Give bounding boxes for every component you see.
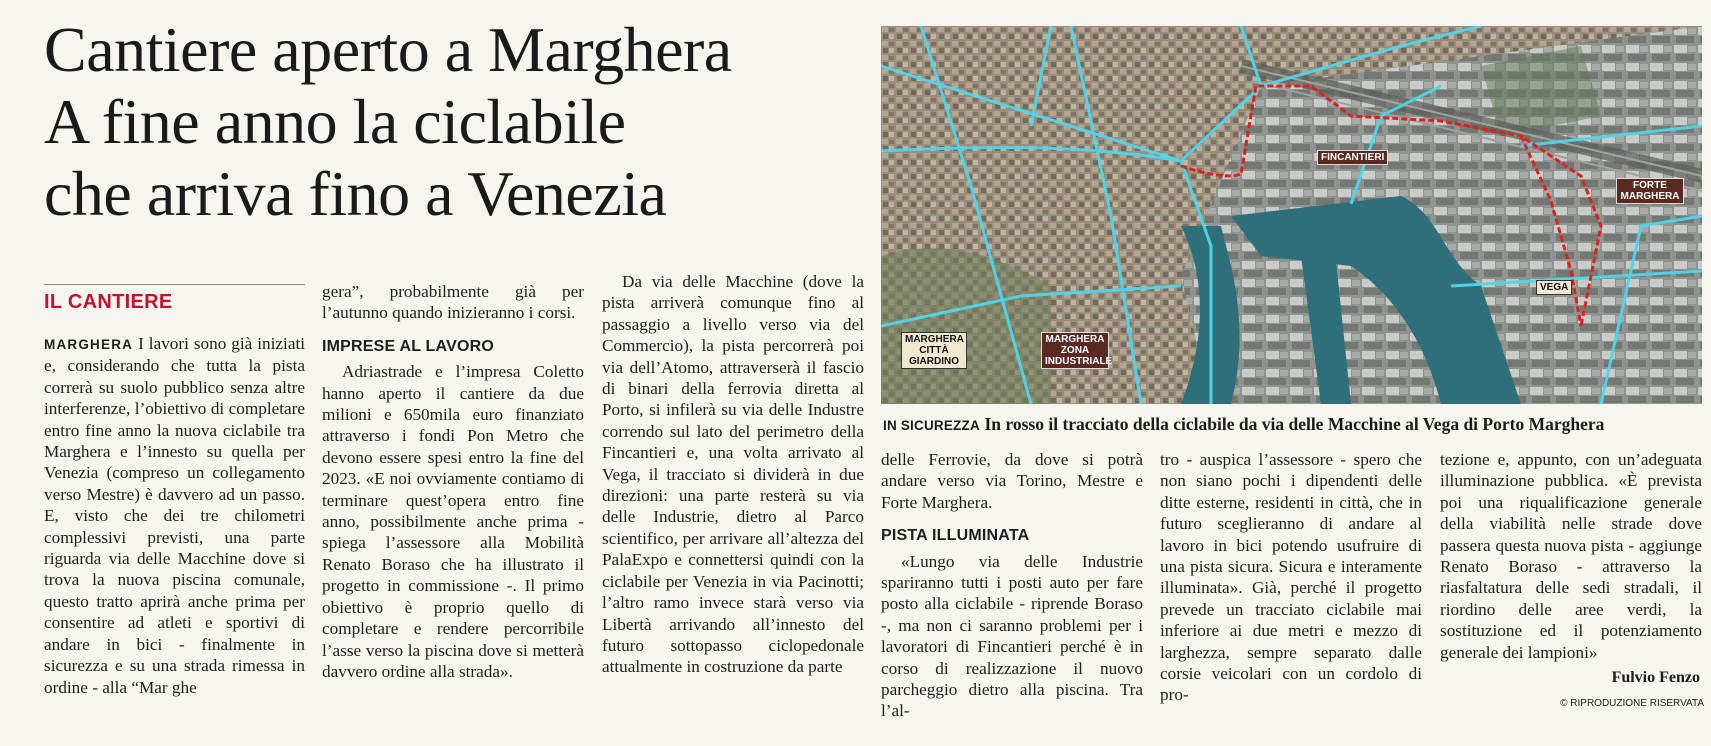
subhead-pista: PISTA ILLUMINATA [881,527,1030,545]
article-column-1 [44,333,305,698]
column-3-paragraph-1: Da via delle Macchine (dove la pista arriverà comunque fino al passaggio a livello verso via del Commercio), la pista percorrerà poi via dell’Atomo, attraverserà il fascio di binari della ferrovia diretta al Porto, si infilerà su via delle Industre correndo sul lato del perimetro della Fincantieri e, una volta arrivato al Vega, il tracciato si dividerà in due direzioni: una parte resterà su via delle Industrie, dietro al Parco scientifico, per arrivare all’altezza del PalaExpo e connettersi quindi con la ciclabile per Venezia in via Pacinotti; l’altro ramo invece starà verso via Libertà arrivando all’innesto del futuro sottopasso ciclopedonale attualmente in costruzione da parte [602,272,864,677]
column-5-paragraph-1: tro - auspica l’assessore - spero che non siano pochi i dipendenti delle ditte esterne, residenti in città, che in futuro sceglieranno di andare al lavoro in bici potendo usufruire di una pista sicura. Sicura e interamente illuminata». Già, perché il progetto prevede un tracciato ciclabile mai inferiore ai due metri e mezzo di larghezza, sempre separato dalle corsie veicolari con un cordolo di pro- [1160,450,1422,705]
dateline: MARGHERA [44,337,134,352]
column-1-text: I lavori sono già iniziati e, considerando che tutta la pista correrà su suolo pubblico senza altre interferenze, l’obiettivo di completare entro fine anno la nuova ciclabile tra Marghera e l’innesto su quella per Venezia (compreso un collegamento verso Mestre) è davvero ad un passo. E, visto che dei tre chilometri complessivi previsti, una parte riguarda via delle Macchine dove si trova la nuova piscina comunale, questo tratto aprirà anche prima per consentire ad atleti e sportivi di andare in bici - finalmente in sicurezza e su una strada rimessa in ordine - alla “Mar ghe [44,334,306,697]
article-column-5 [1160,449,1422,706]
caption-kicker: IN SICUREZZA [883,418,980,433]
section-label: IL CANTIERE [44,284,305,314]
headline-line-2: A fine anno la ciclabile [44,86,626,157]
caption-text: In rosso il tracciato della ciclabile da via delle Macchine al Vega di Porto Marghera [984,414,1605,434]
map-label-citta-giardino: MARGHERA CITTÀ GIARDINO [901,332,967,369]
article-column-3 [602,271,864,678]
map-label-vega: VEGA [1536,280,1572,295]
headline [44,14,874,230]
aerial-map-photo [881,26,1702,404]
column-4-paragraph-2: «Lungo via delle Industrie spariranno tutti i posti auto per fare posto alla ciclabile - riprende Boraso -, ma non ci saranno problemi per i lavoratori di Fincantieri perché è in corso di realizzazione il nuovo parcheggio dietro alla piscina. Tra l’al- [881,551,1143,721]
article-column-4 [881,449,1143,722]
author-signature: Fulvio Fenzo [1611,669,1700,686]
article-column-6 [1440,449,1702,663]
column-6-paragraph-1: tezione e, appunto, con un’adeguata illuminazione pubblica. «È prevista poi una riqualificazione generale della viabilità nelle strade dove passera questa nuova pista - aggiunge Renato Boraso - attraverso la riasfaltatura delle sedi stradali, il riordino delle aree verdi, la sostituzione ed il potenziamento generale dei lampioni» [1440,450,1702,662]
map-graphic [881,26,1702,404]
photo-caption [883,414,1703,436]
map-label-forte-marghera: FORTE MARGHERA [1616,178,1684,204]
subhead-imprese: IMPRESE AL LAVORO [322,337,495,355]
map-label-zona-industriale: MARGHERA ZONA INDUSTRIALE [1041,332,1109,369]
column-4-paragraph-1: delle Ferrovie, da dove si potrà andare verso via Torino, Mestre e Forte Marghera. [881,450,1143,512]
copyright-notice: © RIPRODUZIONE RISERVATA [1560,698,1704,709]
headline-line-1: Cantiere aperto a Marghera [44,14,732,85]
column-2-paragraph-2: Adriastrade e l’impresa Coletto hanno aperto il cantiere da due milioni e 650mila euro finanziato attraverso i fondi Pon Metro che devono essere spesi entro la fine del 2023. «E noi ovviamente contiamo di terminare quest’opera entro fine anno, possibilmente anche prima - spiega l’assessore alla Mobilità Renato Boraso che ha illustrato il progetto in commissione -. Il primo obiettivo è proprio quello di completare e rendere percorribile l’asse verso la piscina dove si metterà davvero ordine alla strada». [322,362,584,681]
map-label-fincantieri: FINCANTIERI [1317,150,1388,165]
headline-line-3: che arriva fino a Venezia [44,158,667,229]
column-2-paragraph-1: gera”, probabilmente già per l’autunno quando inizieranno i corsi. [322,282,584,323]
article-column-2 [322,281,584,682]
